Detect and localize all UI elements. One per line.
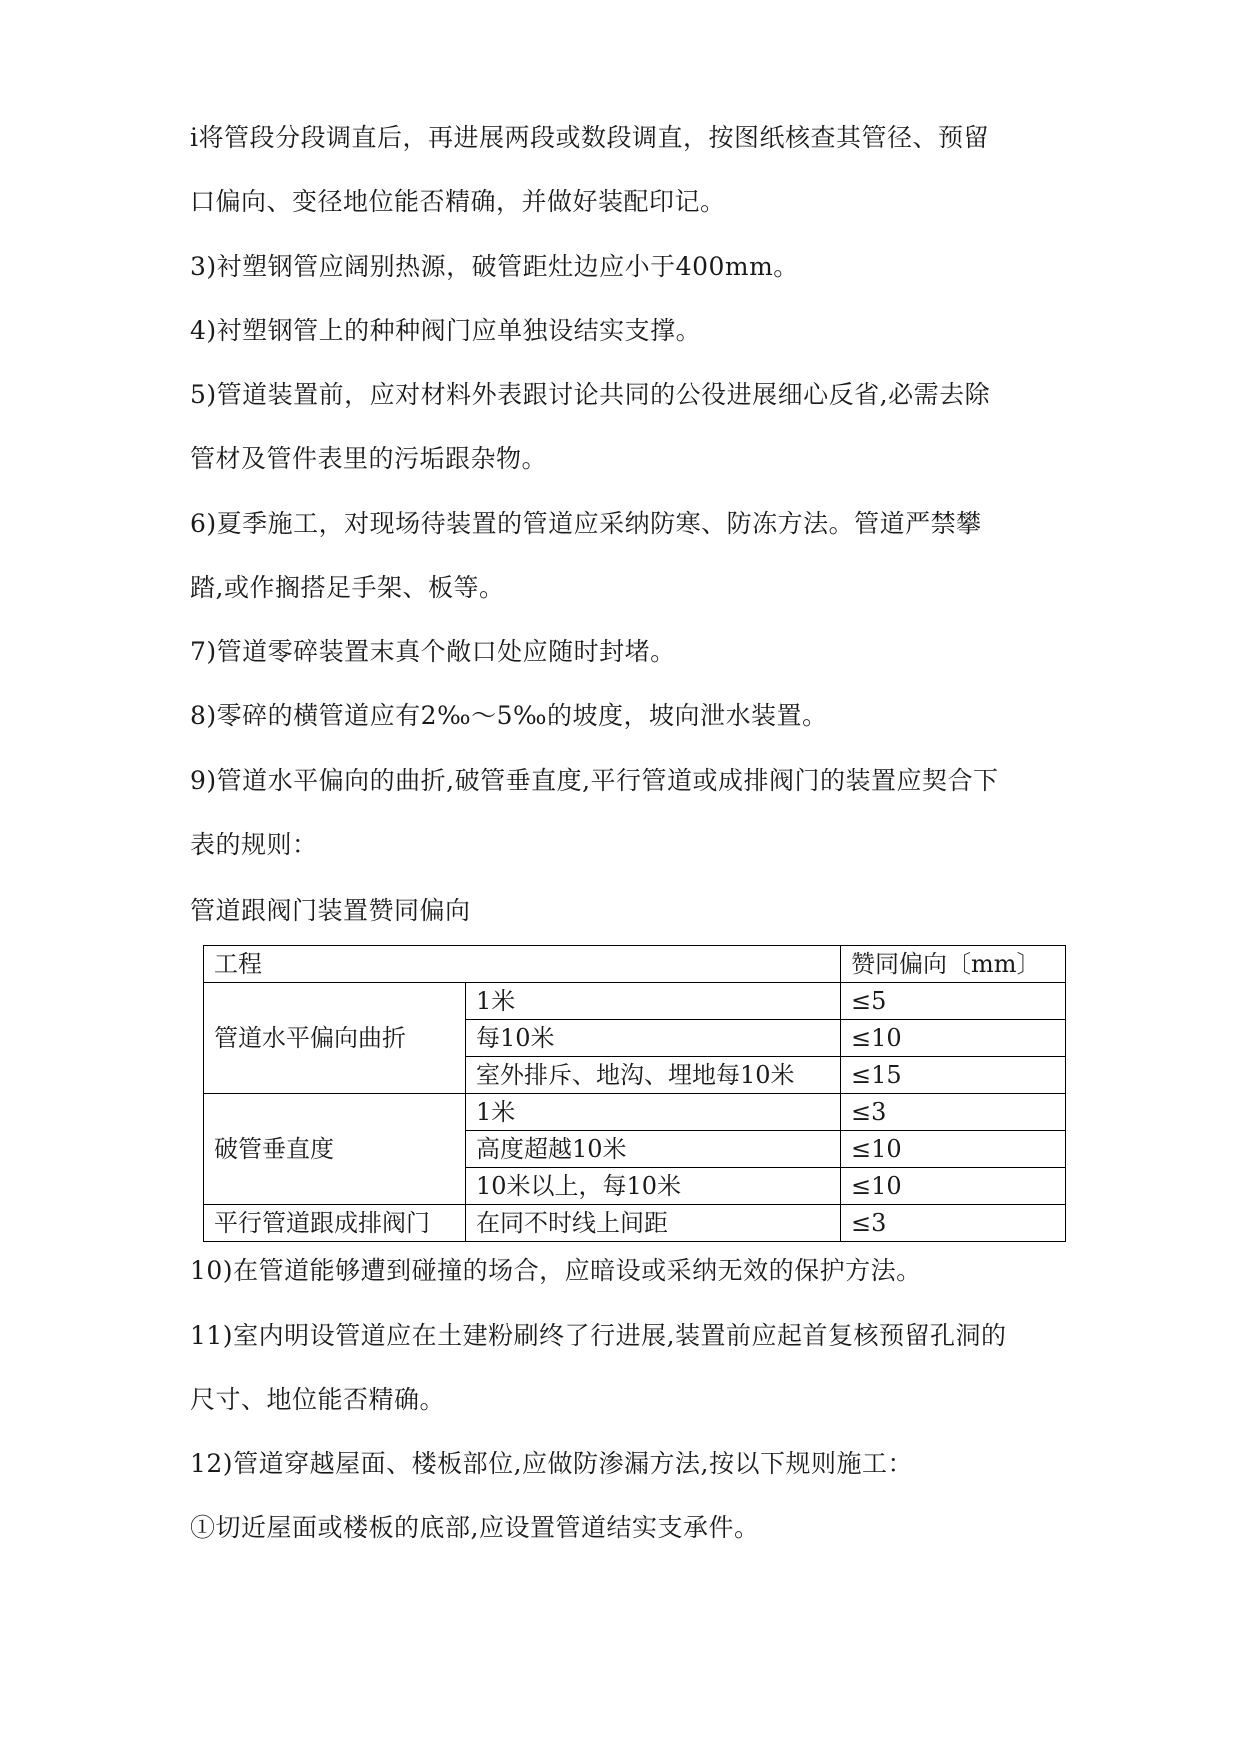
paragraph-line: 踏,或作搁搭足手架、板等。 [190,573,505,602]
paragraph-line: 8)零碎的横管道应有2‰～5‰的坡度，坡向泄水装置。 [190,701,828,730]
table-row [204,983,1066,1020]
row-condition: 在同不时线上间距 [466,1205,841,1242]
row-value: ≤5 [841,983,1066,1020]
paragraph-line: 10)在管道能够遭到碰撞的场合，应暗设或采纳无效的保护方法。 [190,1256,922,1285]
row-condition: 1米 [466,983,841,1020]
header-item: 工程 [204,946,841,983]
paragraph-line: 尺寸、地位能否精确。 [190,1385,446,1414]
group-name: 管道水平偏向曲折 [204,983,466,1094]
paragraph-line: 表的规则： [190,830,318,859]
row-condition: 室外排斥、地沟、埋地每10米 [466,1057,841,1094]
table-row [204,1094,1066,1131]
row-value: ≤15 [841,1057,1066,1094]
group-name: 平行管道跟成排阀门 [204,1205,466,1242]
group-name: 破管垂直度 [204,1094,466,1205]
paragraph-line: 11)室内明设管道应在土建粉刷终了行进展,装置前应起首复核预留孔洞的 [190,1321,1007,1350]
paragraph-line: 7)管道零碎装置末真个敞口处应随时封堵。 [190,637,676,666]
paragraph-line: ①切近屋面或楼板的底部,应设置管道结实支承件。 [190,1513,760,1542]
paragraph-line: 9)管道水平偏向的曲折,破管垂直度,平行管道或成排阀门的装置应契合下 [190,766,999,795]
paragraph-line: 12)管道穿越屋面、楼板部位,应做防渗漏方法,按以下规则施工： [190,1449,913,1478]
row-value: ≤3 [841,1205,1066,1242]
paragraph-line: 3)衬塑钢管应阔别热源，破管距灶边应小于400mm。 [190,252,799,281]
paragraph-line: 管材及管件表里的污垢跟杂物。 [190,444,548,473]
row-condition: 高度超越10米 [466,1131,841,1168]
paragraph-line: 口偏向、变径地位能否精确，并做好装配印记。 [190,187,726,216]
row-condition: 10米以上，每10米 [466,1168,841,1205]
row-value: ≤10 [841,1131,1066,1168]
header-tolerance: 赞同偏向〔mm〕 [841,946,1066,983]
table-caption: 管道跟阀门装置赞同偏向 [190,896,471,925]
row-condition: 1米 [466,1094,841,1131]
row-value: ≤10 [841,1020,1066,1057]
paragraph-line: 5)管道装置前，应对材料外表跟讨论共同的公役进展细心反省,必需去除 [190,380,991,409]
row-condition: 每10米 [466,1020,841,1057]
paragraph-line: i将管段分段调直后，再进展两段或数段调直，按图纸核查其管径、预留 [190,123,989,152]
tolerance-table [203,945,1066,1242]
paragraph-line: 6)夏季施工，对现场待装置的管道应采纳防寒、防冻方法。管道严禁攀 [190,509,982,538]
table-header-row [204,946,1066,983]
row-value: ≤10 [841,1168,1066,1205]
paragraph-line: 4)衬塑钢管上的种种阀门应单独设结实支撑。 [190,316,702,345]
row-value: ≤3 [841,1094,1066,1131]
table-row [204,1205,1066,1242]
